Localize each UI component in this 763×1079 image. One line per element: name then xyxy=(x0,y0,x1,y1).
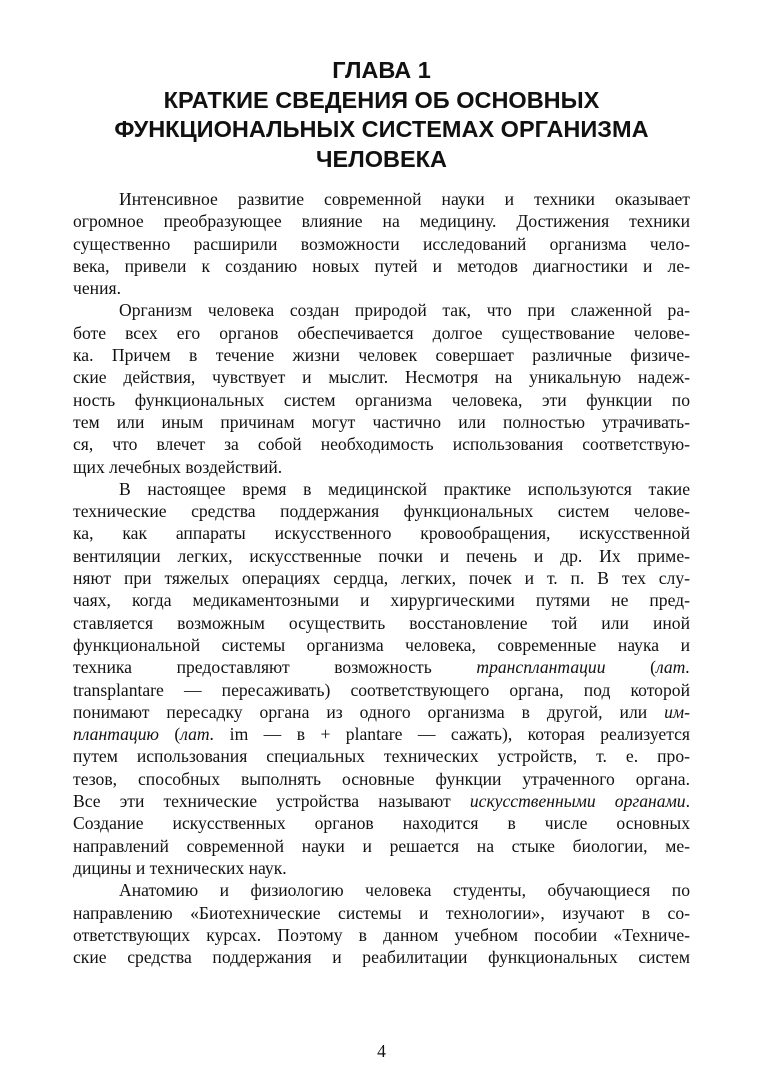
text-line: Интенсивное развитие современной науки и техники оказывает xyxy=(119,189,690,209)
italic-term-artificial-organs: искусственными органами xyxy=(469,791,686,812)
chapter-heading xyxy=(73,56,690,174)
text-line: путем использования специальных технических устройств, т. е. про- xyxy=(73,746,690,767)
text-line: Создание искусственных органов находится в числе основных xyxy=(73,813,690,834)
text-line: ские средства поддержания и реабилитации функциональных систем xyxy=(73,947,690,968)
text-line: тезов, способных выполнять основные функции утраченного органа. xyxy=(73,768,690,789)
text-line: В настоящее время в медицинской практике используются такие xyxy=(119,478,690,499)
text-line: ка. Причем в течение жизни человек совершает различные физиче- xyxy=(73,345,690,366)
text-run: Все эти технические устройства называют xyxy=(73,791,470,812)
text-line: направлению «Биотехнические системы и технологии», изучают в со- xyxy=(73,902,690,923)
text-run: ( xyxy=(605,657,656,678)
text-line: боте всех его органов обеспечивается долгое существование челове- xyxy=(73,322,690,343)
text-line: тем или иным причинам могут частично или полностью утрачивать- xyxy=(73,411,690,432)
text-line: ся, что влечет за собой необходимость использования соответствую- xyxy=(73,434,690,455)
text-line: няют при тяжелых операциях сердца, легких, почек и т. п. В тех слу- xyxy=(73,568,690,589)
text-line: направлений современной науки и решается на стыке биологии, ме- xyxy=(73,835,690,856)
text-line-mixed xyxy=(73,656,690,678)
paragraph-3 xyxy=(73,478,690,879)
text-line: огромное преобразующее влияние на медицину. Достижения техники xyxy=(73,211,690,232)
text-line: ские действия, чувствует и мыслит. Несмотря на уникальную надеж- xyxy=(73,367,690,388)
text-run: . xyxy=(685,791,690,812)
document-page xyxy=(73,56,690,968)
text-line: ность функциональных систем организма человека, эти функции по xyxy=(73,389,690,410)
text-line: чаях, когда медикаментозными и хирургическими путями не пред- xyxy=(73,590,690,611)
body-text xyxy=(73,188,690,968)
text-run: ( xyxy=(158,724,181,745)
text-line: transplantare — пересаживать) соответствующего органа, под которой xyxy=(73,679,690,700)
text-line: существенно расширили возможности исследований организма чело- xyxy=(73,233,690,254)
text-line-mixed xyxy=(73,723,690,745)
italic-abbrev-lat: лат. xyxy=(655,657,690,678)
chapter-title-line-2: ФУНКЦИОНАЛЬНЫХ СИСТЕМАХ ОРГАНИЗМА xyxy=(114,116,649,142)
chapter-number: ГЛАВА 1 xyxy=(332,57,431,83)
text-run: техника предоставляют возможность xyxy=(73,657,477,678)
text-line: щих лечебных воздействий. xyxy=(73,456,283,477)
text-run: im — в + plantare — сажать), которая реализуется xyxy=(214,724,690,745)
text-line: дицины и технических наук. xyxy=(73,857,287,878)
paragraph-2 xyxy=(73,299,690,477)
text-run: понимают пересадку органа из одного организма в другой, или xyxy=(73,701,665,722)
text-line: Организм человека создан природой так, что при слаженной ра- xyxy=(119,300,690,321)
page-number: 4 xyxy=(377,1041,386,1061)
italic-abbrev-lat: лат. xyxy=(180,724,215,745)
text-line: ка, как аппараты искусственного кровообращения, искусственной xyxy=(73,523,690,544)
text-line: чения. xyxy=(73,278,121,299)
text-line-mixed xyxy=(73,790,690,812)
text-line: технические средства поддержания функциональных систем челове- xyxy=(73,501,690,522)
text-line-mixed xyxy=(73,701,690,723)
chapter-title-line-3: ЧЕЛОВЕКА xyxy=(316,145,447,172)
text-line: века, привели к созданию новых путей и методов диагностики и ле- xyxy=(73,255,690,276)
paragraph-1 xyxy=(73,188,690,299)
text-line: функциональной системы организма человека, современные наука и xyxy=(73,634,690,655)
text-line: Анатомию и физиологию человека студенты, обучающиеся по xyxy=(119,880,690,901)
text-line: ставляется возможным осуществить восстановление той или иной xyxy=(73,612,690,633)
text-line: вентиляции легких, искусственные почки и печень и др. Их приме- xyxy=(73,545,690,566)
chapter-title-line-1: КРАТКИЕ СВЕДЕНИЯ ОБ ОСНОВНЫХ xyxy=(163,86,600,113)
text-line: ответствующих курсах. Поэтому в данном учебном пособии «Техниче- xyxy=(73,924,690,945)
italic-term-implantation-part2: плантацию xyxy=(73,724,159,745)
italic-term-transplantation: трансплантации xyxy=(476,657,606,678)
paragraph-4 xyxy=(73,879,690,968)
italic-term-implantation-part1: им- xyxy=(664,701,690,722)
